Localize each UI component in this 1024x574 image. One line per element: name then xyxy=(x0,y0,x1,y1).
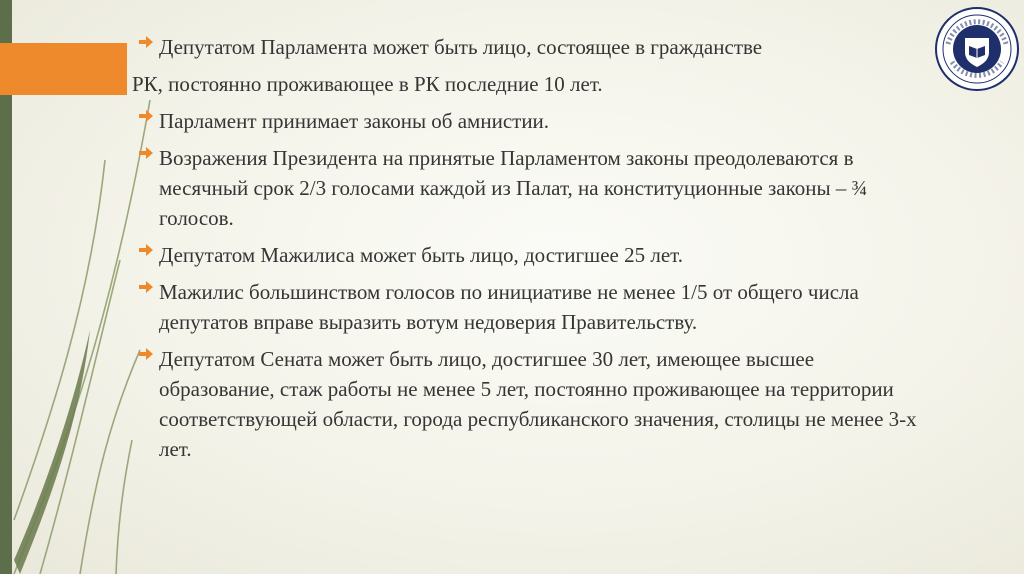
university-seal-icon xyxy=(934,6,1020,92)
arrow-bullet-icon xyxy=(138,109,154,123)
list-item xyxy=(132,143,922,233)
list-item-text: Мажилис большинством голосов по инициативе не менее 1/5 от общего числа депутатов вправе выразить вотум недоверия Правительству. xyxy=(159,280,859,334)
list-item xyxy=(132,106,922,136)
list-item xyxy=(132,240,922,270)
arrow-bullet-icon xyxy=(138,146,154,160)
list-item xyxy=(132,344,922,464)
arrow-bullet-icon xyxy=(138,243,154,257)
list-item-text: Парламент принимает законы об амнистии. xyxy=(159,109,550,133)
arrow-bullet-icon xyxy=(138,35,154,49)
list-item-text: Возражения Президента на принятые Парламентом законы преодолеваются в месячный срок 2/3 голосами каждой из Палат, на конституционные законы – ¾ голосов. xyxy=(159,146,868,230)
slide-content xyxy=(132,32,922,471)
list-item xyxy=(132,277,922,337)
list-item-text: Депутатом Парламента может быть лицо, состоящее в гражданстве xyxy=(159,35,763,59)
list-item xyxy=(132,32,922,62)
list-item-text: Депутатом Мажилиса может быть лицо, достигшее 25 лет. xyxy=(159,243,684,267)
list-item-text: Депутатом Сената может быть лицо, достигшее 30 лет, имеющее высшее образование, стаж работы не менее 5 лет, постоянно проживающее на территории соответствующей области, города республиканского значения, столицы не менее 3-х лет. xyxy=(159,347,917,461)
list-item-text: РК, постоянно проживающее в РК последние 10 лет. xyxy=(132,72,603,96)
arrow-bullet-icon xyxy=(138,280,154,294)
list-item xyxy=(132,69,922,99)
arrow-bullet-icon xyxy=(138,347,154,361)
accent-block xyxy=(0,43,127,95)
